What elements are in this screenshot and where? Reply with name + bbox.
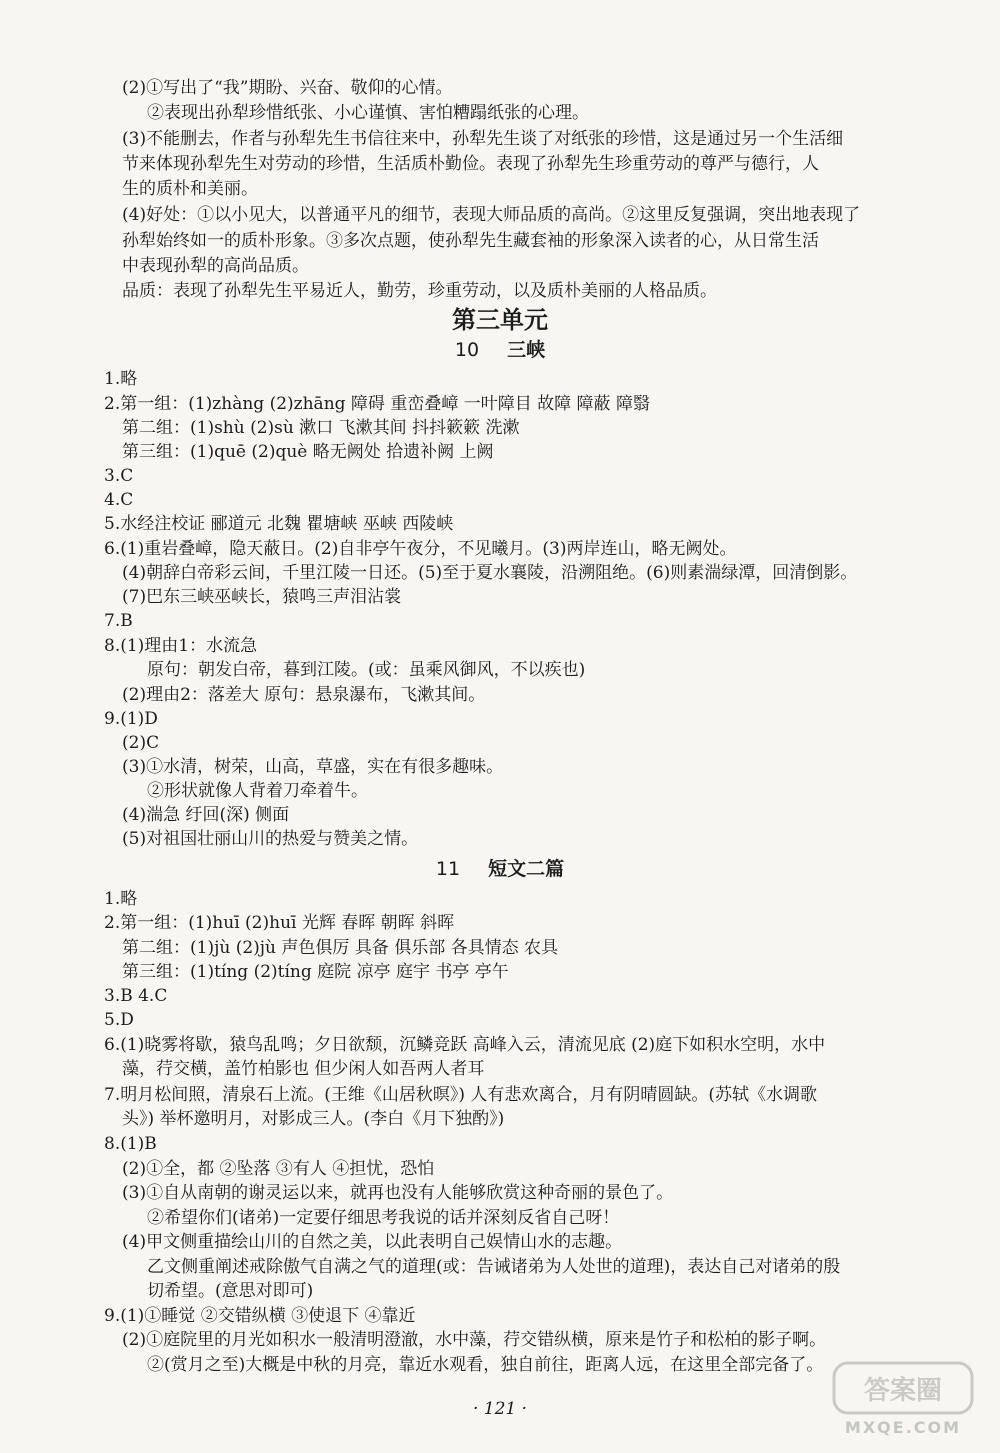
answer-line: (4)湍急 纡回(深) 侧面 (122, 805, 290, 825)
answer-line: ②(赏月之至)大概是中秋的月亮，靠近水观看，独自前往，距离人远，在这里全部完备了。 (147, 1355, 824, 1375)
answer-line: 品质：表现了孙犁先生平易近人，勤劳，珍重劳动，以及质朴美丽的人格品质。 (122, 281, 717, 301)
answer-line: 头》) 举杯邀明月，对影成三人。(李白《月下独酌》) (122, 1109, 505, 1129)
answer-line: 5.水经注校证 郦道元 北魏 瞿塘峡 巫峡 西陵峡 (104, 514, 454, 534)
answer-line: (2)C (122, 733, 160, 753)
answer-line: ②希望你们(诸弟)一定要仔细思考我说的话并深刻反省自己呀！ (147, 1208, 620, 1228)
answer-line: 第三组：(1)tíng (2)tíng 庭院 凉亭 庭宇 书亭 亭午 (122, 962, 509, 982)
answer-line: 节来体现孙犁先生对劳动的珍惜，生活质朴勤俭。表现了孙犁先生珍重劳动的尊严与德行，人 (122, 154, 819, 174)
answer-line: 第三组：(1)quē (2)què 略无阙处 拾遗补阙 上阙 (122, 442, 494, 462)
answer-line: 8.(1)理由1：水流急 (104, 636, 258, 656)
answer-line: 5.D (104, 1010, 134, 1030)
answer-line: (2)①庭院里的月光如积水一般清明澄澈，水中藻，荇交错纵横，原来是竹子和松柏的影子啊。 (122, 1330, 827, 1350)
answer-line: 1.略 (104, 369, 138, 389)
answer-line: 2.第一组：(1)huī (2)huī 光辉 春晖 朝晖 斜晖 (104, 913, 455, 933)
answer-line: (4)好处：①以小见大，以普通平凡的细节，表现大师品质的高尚。②这里反复强调，突出地表现了 (122, 205, 861, 225)
lesson-title: 短文二篇 (488, 858, 565, 880)
answer-line: (5)对祖国壮丽山川的热爱与赞美之情。 (122, 829, 419, 849)
answer-line: 原句：朝发白帝，暮到江陵。(或：虽乘风御风，不以疾也) (147, 660, 586, 680)
answer-line: 第二组：(1)shù (2)sù 漱口 飞漱其间 抖抖簌簌 洗漱 (122, 418, 520, 438)
answer-line: 乙文侧重阐述戒除傲气自满之气的道理(或：告诫诸弟为人处世的道理)，表达自己对诸弟的殷 (147, 1257, 841, 1277)
answer-line: (3)不能删去，作者与孙犁先生书信往来中，孙犁先生谈了对纸张的珍惜，这是通过另一个生活细 (122, 129, 844, 149)
answer-line: 8.(1)B (104, 1134, 157, 1154)
answer-line: (2)理由2：落差大 原句：悬泉瀑布，飞漱其间。 (122, 685, 486, 705)
answer-line: (4)朝辞白帝彩云间，千里江陵一日还。(5)至于夏水襄陵，沿溯阻绝。(6)则素湍绿潭，回清倒影。 (122, 563, 858, 583)
lesson-title: 三峡 (507, 339, 546, 361)
answer-line: 9.(1)①睡觉 ②交错纵横 ③使退下 ④靠近 (104, 1306, 416, 1326)
answer-line: (2)①全，都 ②坠落 ③有人 ④担忧，恐怕 (122, 1159, 435, 1179)
answer-line: ②形状就像人背着刀牵着牛。 (147, 781, 368, 801)
answer-line: (3)①自从南朝的谢灵运以来，就再也没有人能够欣赏这种奇丽的景色了。 (122, 1183, 674, 1203)
answer-line: 9.(1)D (104, 709, 158, 729)
answer-line: ②表现出孙犁珍惜纸张、小心谨慎、害怕糟蹋纸张的心理。 (147, 103, 589, 123)
lesson-heading (0, 856, 1000, 882)
lesson-heading (0, 337, 1000, 363)
answer-line: (4)甲文侧重描绘山川的自然之美，以此表明自己娱情山水的志趣。 (122, 1232, 623, 1252)
answer-line: (7)巴东三峡巫峡长，猿鸣三声泪沾裳 (122, 587, 402, 607)
watermark-logo (828, 1359, 978, 1437)
answer-line: 第二组：(1)jù (2)jù 声色俱厉 具备 俱乐部 各具情态 农具 (122, 938, 559, 958)
answer-line: (3)①水清，树荣，山高，草盛，实在有很多趣味。 (122, 757, 504, 777)
answer-line: 藻，荇交横，盖竹柏影也 但少闲人如吾两人者耳 (122, 1059, 485, 1079)
answer-line: (2)①写出了“我”期盼、兴奋、敬仰的心情。 (122, 78, 453, 98)
answer-line: 2.第一组：(1)zhàng (2)zhāng 障碍 重峦叠嶂 一叶障目 故障 障蔽 障翳 (104, 394, 650, 414)
answer-line: 7.B (104, 611, 133, 631)
watermark-badge-icon (828, 1359, 978, 1419)
answer-line: 1.略 (104, 889, 138, 909)
watermark-logo-text: 答案圈 (863, 1376, 943, 1406)
answer-line: 中表现孙犁的高尚品质。 (122, 256, 309, 276)
watermark-text: MXQE.COM (844, 1418, 962, 1437)
answer-line: 孙犁始终如一的质朴形象。③多次点题，使孙犁先生藏套袖的形象深入读者的心，从日常生活 (122, 231, 819, 251)
answer-line: 6.(1)重岩叠嶂，隐天蔽日。(2)自非亭午夜分，不见曦月。(3)两岸连山，略无阙处。 (104, 539, 737, 559)
answer-line: 3.C (104, 466, 134, 486)
answer-line: 4.C (104, 490, 134, 510)
answer-line: 3.B 4.C (104, 986, 168, 1006)
answer-line: 6.(1)晓雾将歇，猿鸟乱鸣；夕日欲颓，沉鳞竞跃 高峰入云，清流见底 (2)庭下如积水空明，水中 (104, 1035, 826, 1055)
answer-line: 7.明月松间照，清泉石上流。(王维《山居秋暝》) 人有悲欢离合，月有阴晴圆缺。(苏轼《水调歌 (104, 1085, 818, 1105)
lesson-number: 11 (435, 858, 461, 880)
answer-line: 切希望。(意思对即可) (147, 1281, 314, 1301)
page-number: · 121 · (472, 1399, 528, 1419)
answer-line: 生的质朴和美丽。 (122, 179, 258, 199)
unit-heading: 第三单元 (452, 306, 548, 334)
lesson-number: 10 (454, 339, 480, 361)
